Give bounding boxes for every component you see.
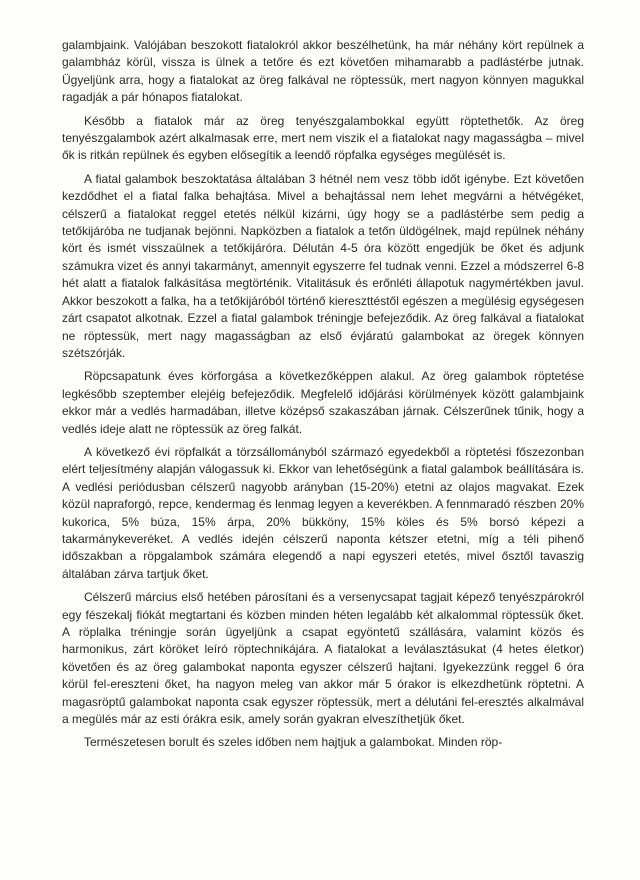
paragraph-1: galambjaink. Valójában beszokott fiatalokról akkor beszélhetünk, ha már néhány kört repülnek a galambház körül, vissza is ülnek a tetőre és ezt követően mihamarabb a padlástérbe jutnak. Ügyeljünk arra, hogy a fiatalokat az öreg falkával ne röptessük, mert nagyon könnyen magukkal ragadják a pár hónapos fiatalokat.	[62, 38, 584, 105]
paragraph-5: A következő évi röpfalkát a törzsállományból származó egyedekből a röptetési főszezonban elért teljesítmény alapján válogassuk ki. Ekkor van lehetőségünk a fiatal galambok beállítására is. A vedlési periódusban célszerű nagyobb arányban (15-20%) etetni az olajos magvakat. Ezek közül napraforgó, repce, kendermag és lenmag legyen a keverékben. A fennmaradó részben 20% kukorica, 5% búza, 15% árpa, 20% bükköny, 15% köles és 5% borsó képezi a takarmánykeveréket. A vedlés idején célszerű naponta kétszer etetni, míg a téli pihenő időszakban a röpgalambok számára elegendő a napi egyszeri etetés, mivel ősztől tavaszig általában zárva tartjuk őket.	[62, 444, 584, 581]
paragraph-7: Természetesen borult és szeles időben nem hajtjuk a galambokat. Minden röp-	[84, 735, 503, 750]
paragraph-4: Röpcsapatunk éves körforgása a következőképpen alakul. Az öreg galambok röptetése legkésőbb szeptember elejéig befejeződik. Megfelelő időjárási körülmények között galambjaink ekkor már a vedlés harmadában, illetve középső szakaszában járnak. Célszerűnek tűnik, hogy a vedlés ideje alatt ne röptessük az öreg falkát.	[62, 369, 584, 436]
paragraph-2: Később a fiatalok már az öreg tenyészgalambokkal együtt röptethetők. Az öreg tenyészgalambok azért alkalmasak erre, mert nem viszik el a fiatalokat nagy magasságba – mivel ők is ritkán repülnek és egyben elősegítik a leendő röpfalka egységes megülését is.	[62, 113, 584, 163]
paragraph-3: A fiatal galambok beszoktatása általában 3 hétnél nem vesz több időt igénybe. Ezt követően kezdődhet el a fiatal falka behajtása. Mivel a behajtással nem lehet megvárni a hétvégéket, célszerű a fiatalokat reggel etetés nélkül kizárni, úgy hogy se a padlástérbe sem pedig a tetőkijáróba ne tudjanak bejönni. Napközben a fiatalok a tetőn üldögélnek, majd repülnek néhány kört és ismét visszaülnek a tetőkijáróra. Délután 4-5 óra között engedjük be őket és adjunk számukra vizet és annyi takarmányt, amennyit egyszerre fel tudnak venni. Ezzel a módszerrel 6-8 hét alatt a fiatalok falkásítása megtörténik. Vitalitásuk és erőnléti állapotuk nagymértékben javul. Akkor beszokott a falka, ha a tetőkijáróból történő kiereszttéstől egészen a megülésig egységesen zárt csapatot alkotnak. Ezzel a fiatal galambok tréningje befejeződik. Az öreg falkával a fiatalokat ne röptessük, mert nagy magasságban az első évjáratú galambokat az öregek könnyen szétszórják.	[62, 171, 584, 360]
body-text	[62, 37, 584, 758]
paragraph-6: Célszerű március első hetében párosítani és a versenycsapat tagjait képező tenyészpárokról egy fészekalj fiókát megtartani és közben minden héten legalább két alkalommal röptessük őket. A röplalka tréningje során ügyeljünk a csapat egyöntetű szállására, valamint közös és harmonikus, zárt köröket leíró röptechnikájára. A fiatalokat a leválasztásukat (4 hetes életkor) követően és az öreg galambokat naponta egyszer célszerű hajtani. Igyekezzünk reggel 6 óra körül fel-ereszteni őket, ha nagyon meleg van akkor már 5 órakor is elkezdhetünk röptetni. A magasröptű galambokat naponta csak egyszer röptessük, mert a délutáni fel-eresztés alkalmával a megülés már az esti órákra esik, amely során gyakran elveszíthetjük őket.	[62, 590, 584, 727]
